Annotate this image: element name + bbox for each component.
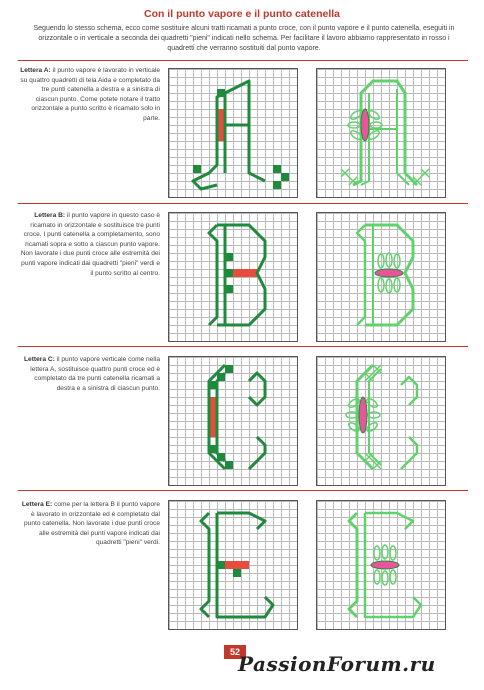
description-letter-a (20, 66, 160, 124)
description-letter-e (20, 500, 160, 548)
stitched-letter-e (316, 500, 446, 630)
description-lead: Lettera A: (20, 67, 51, 74)
stitched-letter-a (316, 68, 446, 198)
section-divider (18, 346, 468, 347)
intro-text: Seguendo lo stesso schema, ecco come sostituire alcuni tratti ricamati a punto croce, con il punto vapore e il punto catenella, eseguiti in orizzontale o in verticale a seconda dei quadretti "pieni" indicati nello schema. Per facilitare il lavoro abbiamo rappresentato in rosso i quadretti che verranno sostituiti dal punto vapore. (33, 25, 455, 52)
section-divider (18, 490, 468, 491)
stitched-letter-b (316, 212, 446, 342)
watermark: PassionForum.ru (238, 652, 436, 676)
pattern-chart-letter-c (168, 356, 298, 486)
pattern-chart-letter-a (168, 68, 298, 198)
description-body: il punto vapore in questo caso è ricamato in orizzontale e sostituisce tre punti croce. I punti catenella a completamento, sono ricamati sopra e sotto a ciascun punto vapore. Non lavorate i due punti croce alle estremità dei punti vapore indicati dai quadretti "pieni" verdi e il punto scritto al centro. (20, 212, 160, 277)
pattern-chart-letter-e (168, 500, 298, 630)
description-body: il punto vapore è lavorato in verticale su quattro quadretti di tela Aida e completato da tre punti catenella a destra e a sinistra di ciascun punto. Come potete notare il tratto orizzontale a punto scritto è ricamato solo in parte. (20, 67, 160, 122)
page-title: Con il punto vapore e il punto catenella (143, 8, 341, 20)
stitched-letter-c (316, 356, 446, 486)
page-number: 52 (224, 645, 246, 659)
description-lead: Lettera C: (24, 356, 55, 363)
description-lead: Lettera B: (34, 212, 66, 219)
description-letter-c (20, 355, 160, 393)
description-body: come per la lettera B il punto vapore è lavorato in orizzontale ed è completato dal punto catenella. Non lavorate i due punti croce alle estremità dei punti vapore indicati dai quadretti "pieni" verdi. (24, 501, 160, 547)
description-lead: Lettera E: (21, 501, 53, 508)
description-body: il punto vapore verticale come nella lettera A, sostituisce quattro punti croce ed è completato da tre punti catenella ricamati a destra e a sinistra di ciascun punto. (30, 356, 160, 392)
section-divider (18, 203, 468, 204)
pattern-chart-letter-b (168, 212, 298, 342)
description-letter-b (20, 211, 160, 278)
section-divider (18, 60, 468, 61)
